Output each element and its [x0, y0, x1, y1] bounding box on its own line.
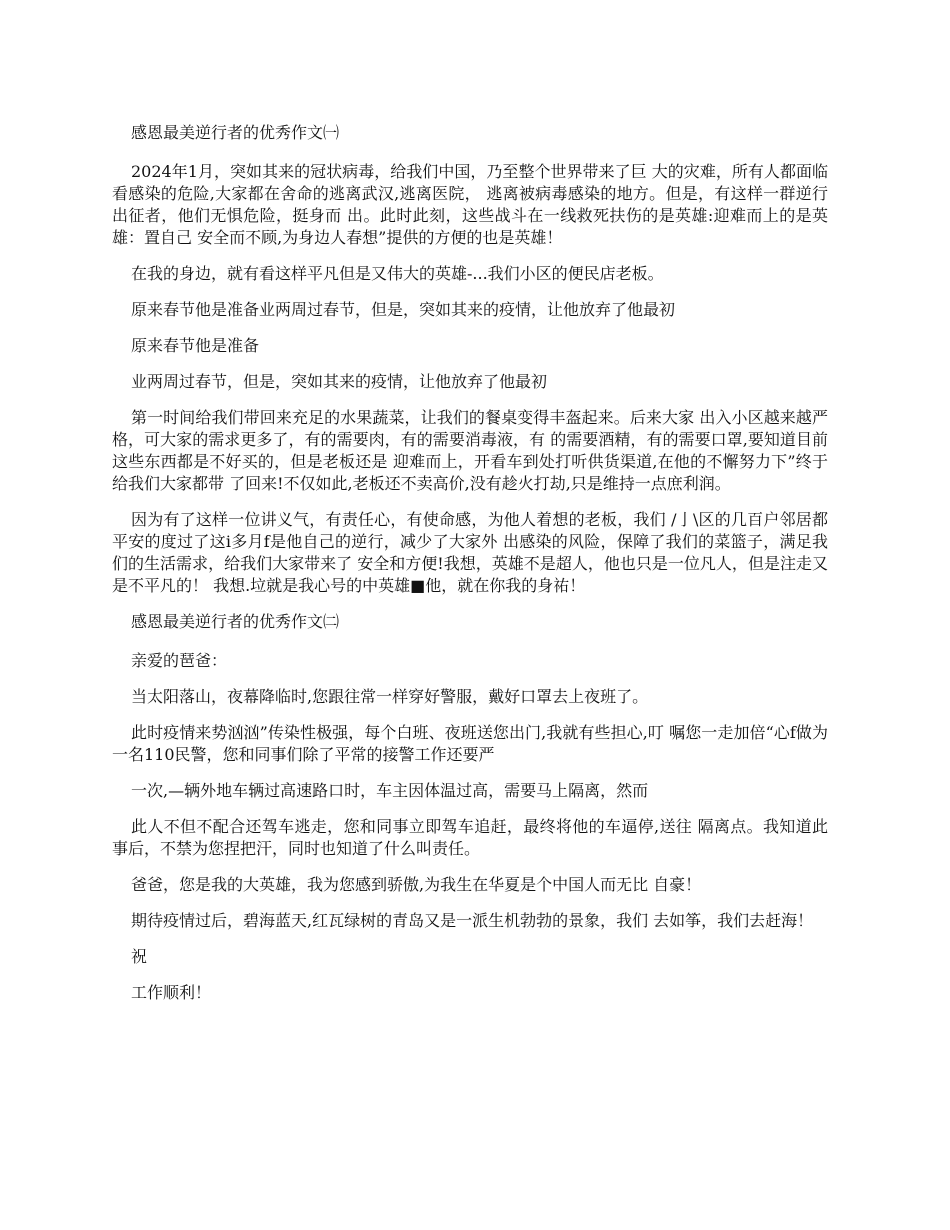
essay-title-2: 感恩最美逆行者的优秀作文㈡ — [131, 612, 340, 631]
letter-closing: 祝 — [131, 947, 148, 966]
paragraph: 当太阳落山，夜幕降临时,您跟往常一样穿好警服，戴好口罩去上夜班了。 — [131, 687, 649, 706]
paragraph: 原来春节他是准备业两周过春节，但是，突如其来的疫情，让他放弃了他最初 — [131, 300, 676, 319]
letter-closing-wish: 工作顺利！ — [131, 983, 212, 1002]
document-body — [112, 122, 828, 1018]
paragraph: 在我的身边，就有看这样平凡但是又伟大的英雄-...我们小区的便民店老板。 — [131, 264, 664, 283]
letter-salutation: 亲爱的琶爸： — [131, 651, 228, 670]
paragraph: 此时疫情来势汹汹”传染性极强，每个白班、夜班送您出门,我就有些担心,叮 嘱您一走加倍“心f做为一名110民警，您和同事们除了平常的接警工作还要严 — [112, 723, 828, 764]
paragraph: 期待疫情过后，碧海蓝天,红瓦绿树的青岛又是一派生机勃勃的景象，我们 去如筝，我们去赶海！ — [131, 911, 814, 930]
paragraph: 业两周过春节，但是，突如其来的疫情，让他放弃了他最初 — [131, 372, 548, 391]
paragraph: 第一时间给我们带回来充足的水果蔬菜，让我们的餐桌变得丰盔起来。后来大家 出入小区越来越严格，可大家的需求更多了，有的需要肉，有的需要消毒液，有 的需要酒精，有的需要口罩,要知道目前这些东西都是不好买的，但是老板还是 迎难而上，开看车到处打听供货渠道,在他的不懈努力下”终于给我们大家都带 了回来!不仅如此,老板还不卖高价,没有趁火打劫,只是维持一点庶利润。 — [112, 408, 828, 493]
paragraph: 爸爸，您是我的大英雄，我为您感到骄傲,为我生在华夏是个中国人而无比 自豪！ — [131, 875, 702, 894]
paragraph: 2024年1月，突如其来的冠状病毒，给我们中国，乃至整个世界带来了巨 大的灾难，所有人都面临看感染的危险,大家都在舍命的逃离武汉,逃离医院， 逃离被病毒感染的地方。但是，有这样一群逆行出征者，他们无惧危险，挺身而 出。此时此刻，这些战斗在一线救死扶伤的是英雄:迎难而上的是英雄：置自己 安全而不顾,为身边人春想”提供的方便的也是英雄！ — [112, 162, 828, 247]
paragraph: 一次,—辆外地车辆过高速路口时，车主因体温过高，需要马上隔离，然而 — [131, 781, 649, 800]
essay-title-1: 感恩最美逆行者的优秀作文㈠ — [131, 123, 340, 142]
paragraph: 原来春节他是准备 — [131, 336, 260, 355]
paragraph: 此人不但不配合还驾车逃走，您和同事立即驾车追赶，最终将他的车逼停,送往 隔离点。我知道此事后，不禁为您捏把汗，同时也知道了什么叫责任。 — [112, 817, 828, 858]
paragraph: 因为有了这样一位讲义气，有责任心，有使命感，为他人着想的老板，我们 /亅\区的几百户邻居都平安的度过了这i多月f是他自己的逆行，减少了大家外 出感染的风险，保障了我们的菜篮子，满足我们的生活需求，给我们大家带来了 安全和方便!我想，英雄不是超人，他也只是一位凡人，但是注走又是不平凡的！ 我想.垃就是我心号的中英雄■他，就在你我的身祐！ — [112, 510, 828, 595]
